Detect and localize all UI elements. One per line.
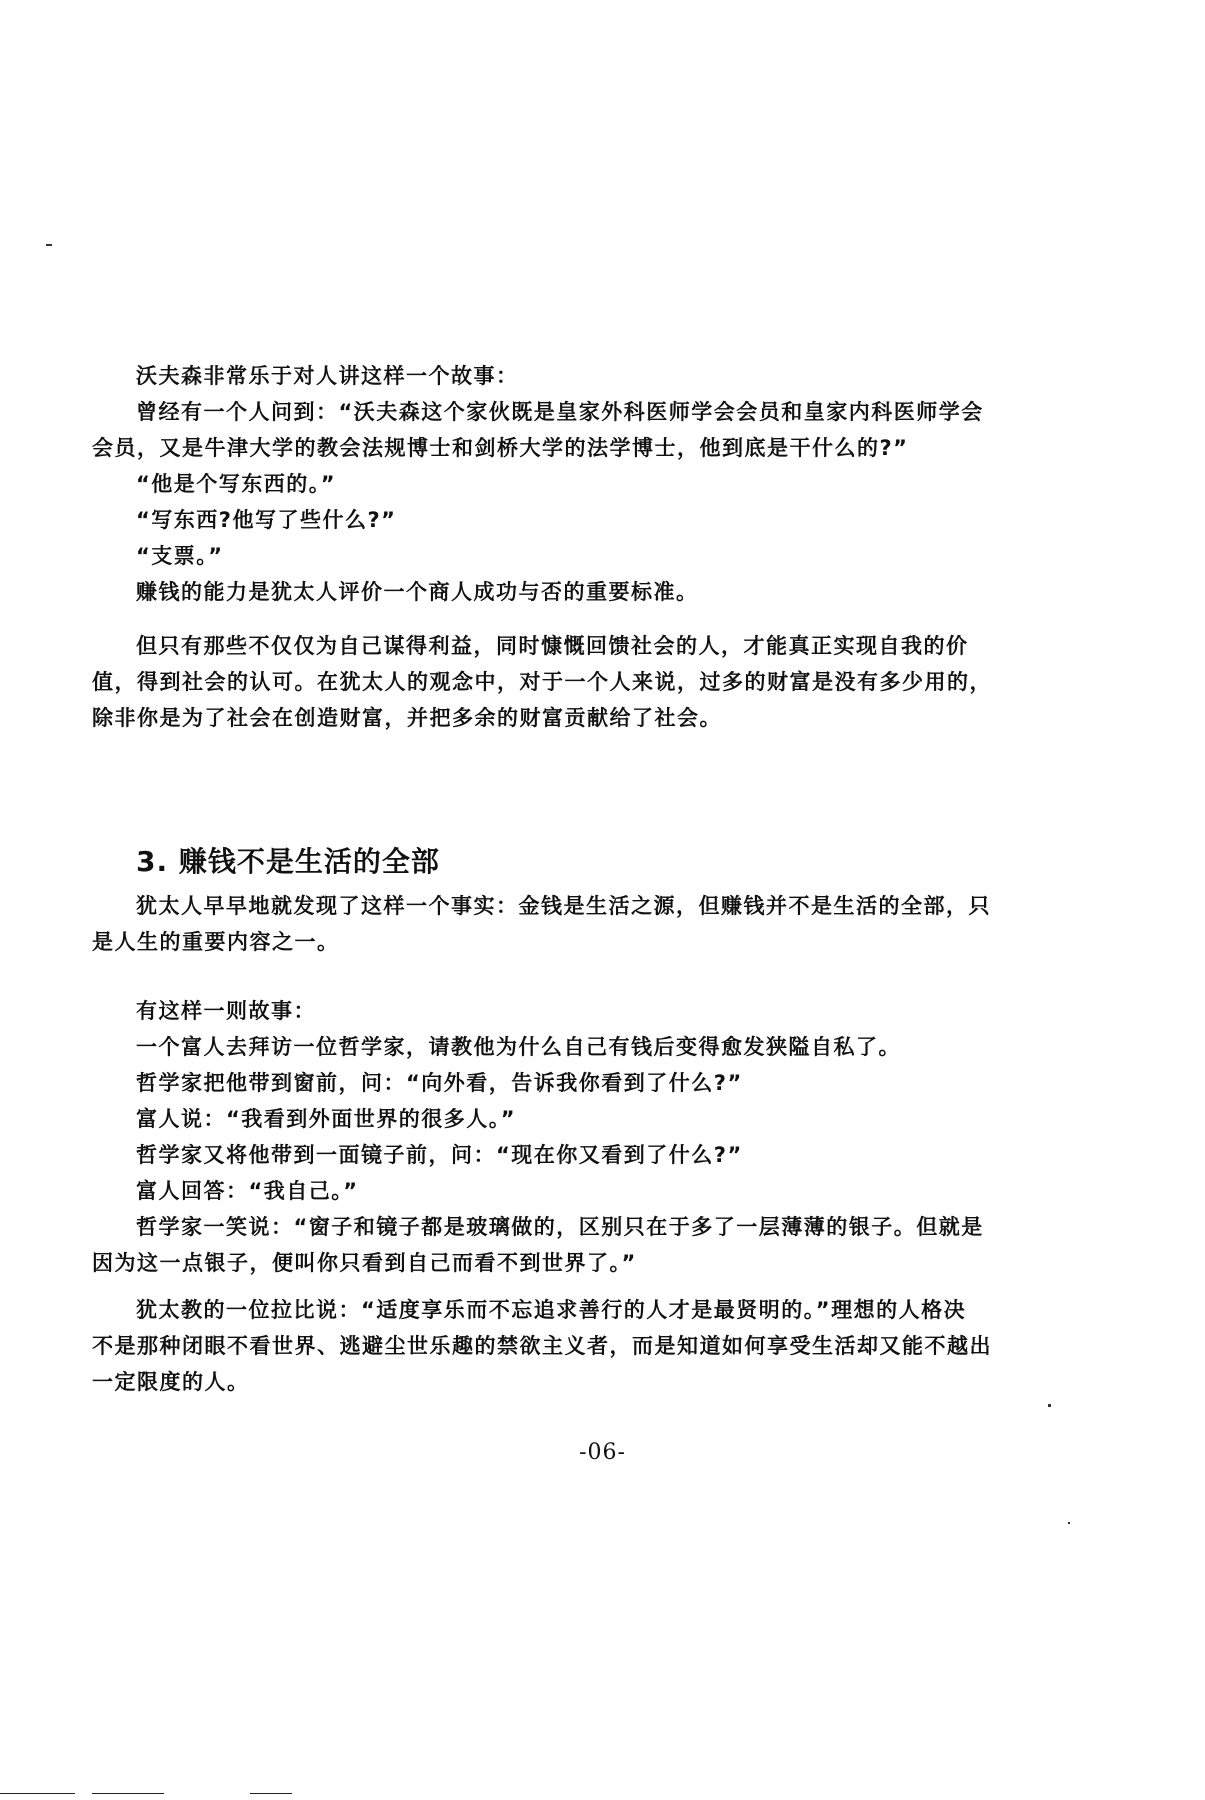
section-heading: 3. 赚钱不是生活的全部 <box>136 845 440 878</box>
text-line: “写东西?他写了些什么?” <box>136 508 397 532</box>
paragraph-money-not-all <box>92 888 1052 960</box>
text-line: 一定限度的人。 <box>92 1370 250 1394</box>
text-line: 因为这一点银子，便叫你只看到自己而看不到世界了。” <box>92 1251 637 1275</box>
text-line: 会员，又是牛津大学的教会法规博士和剑桥大学的法学博士，他到底是干什么的?” <box>92 436 909 460</box>
text-line: 是人生的重要内容之一。 <box>92 930 340 954</box>
text-line: 沃夫森非常乐于对人讲这样一个故事： <box>136 364 519 388</box>
text-line: 哲学家把他带到窗前，问：“向外看，告诉我你看到了什么?” <box>136 1071 743 1095</box>
text-line: 赚钱的能力是犹太人评价一个商人成功与否的重要标准。 <box>136 580 699 604</box>
scan-edge-line <box>92 1793 164 1794</box>
page-number: -06- <box>579 1440 626 1465</box>
text-line: 一个富人去拜访一位哲学家，请教他为什么自己有钱后变得愈发狭隘自私了。 <box>136 1035 901 1059</box>
scan-speck <box>1048 1404 1051 1407</box>
text-line: “支票。” <box>136 544 224 568</box>
text-line: 不是那种闭眼不看世界、逃避尘世乐趣的禁欲主义者，而是知道如何享受生活却又能不越出 <box>92 1334 992 1358</box>
scan-edge-line <box>250 1793 292 1794</box>
paragraph-rabbi-quote <box>92 1292 1052 1400</box>
text-line: 有这样一则故事： <box>136 999 316 1023</box>
text-line: 富人回答：“我自己。” <box>136 1179 359 1203</box>
scan-speck <box>1068 1522 1070 1524</box>
text-line: 除非你是为了社会在创造财富，并把多余的财富贡献给了社会。 <box>92 706 722 730</box>
scan-edge-line <box>0 1793 75 1794</box>
scan-speck <box>46 244 52 246</box>
text-line: 犹太人早早地就发现了这样一个事实：金钱是生活之源，但赚钱并不是生活的全部，只 <box>136 894 991 918</box>
text-line: 曾经有一个人问到：“沃夫森这个家伙既是皇家外科医师学会会员和皇家内科医师学会 <box>136 400 984 424</box>
paragraph-philosopher-story <box>92 993 1052 1281</box>
text-line: 哲学家一笑说：“窗子和镜子都是玻璃做的，区别只在于多了一层薄薄的银子。但就是 <box>136 1215 984 1239</box>
text-line: 哲学家又将他带到一面镜子前，问：“现在你又看到了什么?” <box>136 1143 743 1167</box>
text-line: 富人说：“我看到外面世界的很多人。” <box>136 1107 517 1131</box>
paragraph-wolfson-story <box>92 358 1052 610</box>
text-line: “他是个写东西的。” <box>136 472 337 496</box>
text-line: 但只有那些不仅仅为自己谋得利益，同时慷慨回馈社会的人，才能真正实现自我的价 <box>136 634 969 658</box>
paragraph-giving-back <box>92 628 1052 736</box>
text-line: 值，得到社会的认可。在犹太人的观念中，对于一个人来说，过多的财富是没有多少用的， <box>92 670 992 694</box>
text-line: 犹太教的一位拉比说：“适度享乐而不忘追求善行的人才是最贤明的。”理想的人格决 <box>136 1298 967 1322</box>
